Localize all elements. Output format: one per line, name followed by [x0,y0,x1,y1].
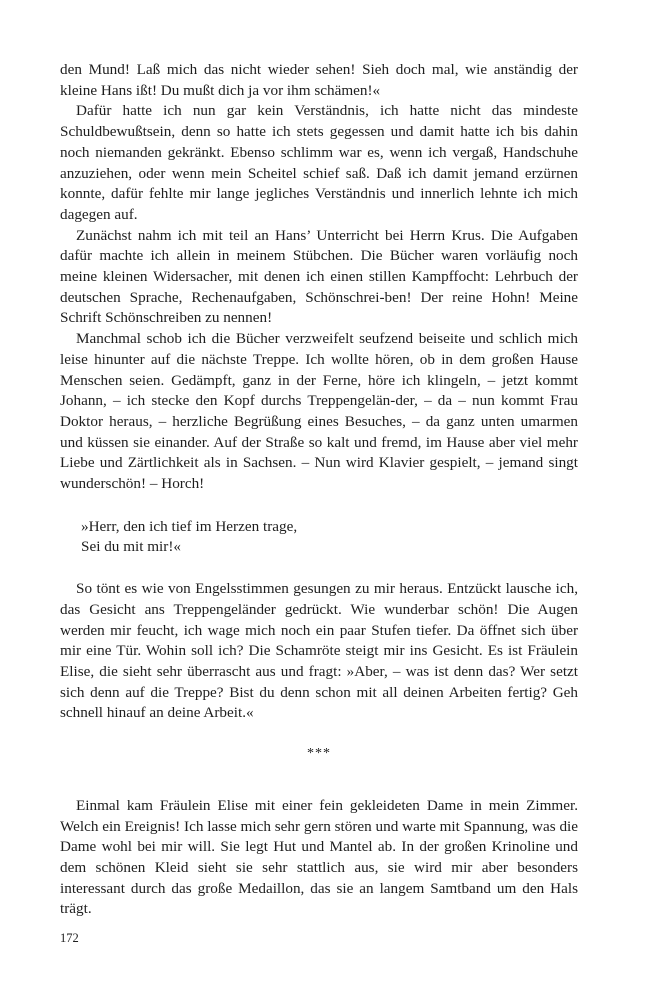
paragraph-lessons: Zunächst nahm ich mit teil an Hans’ Unterricht bei Herrn Krus. Die Aufgaben dafür machte ich allein in meinem Stübchen. Die Bücher waren vorläufig noch meine kleinen Widersacher, mit denen ich einen stillen Kampffocht: Lehrbuch der deutschen Sprache, Rechenaufgaben, Schönschrei-ben! Der reine Hohn! Meine Schrift Schönschreiben zu nennen! [60,226,578,327]
paragraph-angel-voices: So tönt es wie von Engelsstimmen gesungen zu mir heraus. Entzückt lausche ich, das Gesicht ans Treppengeländer gedrückt. Wie wunderbar schön! Die Augen werden mir feucht, ich wage mich noch ein paar Stufen tiefer. Da öffnet sich über mir eine Tür. Wohin soll ich? Die Schamröte steigt mir ins Gesicht. Es ist Fräulein Elise, die sieht sehr überrascht aus und fragt: »Aber, – was ist denn das? Wer setzt sich denn auf die Treppe? Bist du denn schon mit all deinen Arbeiten fertig? Geh schnell hinauf an deine Arbeit.« [60,580,578,722]
paragraph-understanding: Dafür hatte ich nun gar kein Verständnis, ich hatte nicht das mindeste Schuldbewußtsein, denn so hatte ich stets gegessen und damit hatte ich bis dahin noch niemanden gekränkt. Ebenso schlimm war es, wenn ich vergaß, Handschuhe anzuziehen, oder wenn mein Scheitel schief saß. Daß ich damit jemand erzürnen konnte, dafür fehlte mir lange jegliches Verständnis und innerlich lehnte ich mich dagegen auf. [60,102,578,223]
paragraph-visitor: Einmal kam Fräulein Elise mit einer fein gekleideten Dame in mein Zimmer. Welch ein Ereignis! Ich lasse mich sehr gern stören und warte mit Spannung, was die Dame wohl bei mir will. Sie legt Hut und Mantel ab. In der großen Krinoline und dem schönen Kleid sieht sie sehr stattlich aus, sie wird mir aber besonders interessant durch das große Medaillon, das sie an langem Samtband um den Hals trägt. [60,796,578,918]
verse-line: Sei du mit mir!« [81,538,181,556]
section-break: *** [307,746,331,762]
paragraph-staircase: Manchmal schob ich die Bücher verzweifelt seufzend beiseite und schlich mich leise hinunter auf die nächste Treppe. Ich wollte hören, ob in dem großen Hause Menschen seien. Gedämpft, ganz in der Ferne, höre ich klingeln, – jetzt kommt Johann, – ich stecke den Kopf durchs Treppengelän-der, – da – nun kommt Frau Doktor heraus, – herzliche Begrüßung eines Besuches, – da ganz unten umarmen und küssen sie einander. Auf der Straße so kalt und fremd, im Hause aber viel mehr Liebe und Zärtlichkeit als in Sachsen. – Nun wird Klavier gespielt, – jemand singt wunderschön! – Horch! [60,330,578,493]
verse-line: »Herr, den ich tief im Herzen trage, [81,517,298,535]
verse-quote [60,517,578,558]
paragraph-continuation: den Mund! Laß mich das nicht wieder sehen! Sieh doch mal, wie anständig der kleine Hans ißt! Du mußt dich ja vor ihm schämen!« [60,61,578,99]
book-page-text [60,60,578,920]
page-number: 172 [60,931,79,945]
